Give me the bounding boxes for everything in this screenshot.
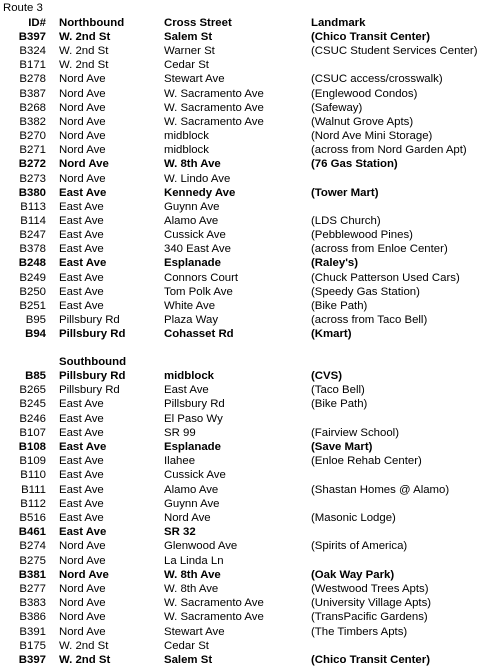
stop-id: B248: [18, 257, 46, 270]
street: East Ave: [59, 526, 107, 539]
street: Nord Ave: [59, 115, 106, 128]
stop-id: B270: [19, 130, 46, 143]
street: East Ave: [59, 512, 104, 524]
stop-id: B109: [19, 455, 46, 468]
cross-street: W. Sacramento Ave: [164, 87, 264, 100]
cross-street: Ilahee: [164, 455, 196, 468]
landmark: (Enloe Rehab Center): [311, 455, 422, 468]
stop-id: B245: [19, 398, 46, 411]
header-northbound: Northbound: [59, 17, 125, 29]
stop-id: B397: [18, 31, 46, 43]
landmark: (76 Gas Station): [311, 158, 398, 171]
table-row: [0, 440, 500, 454]
stop-id: B251: [19, 299, 46, 312]
route-title: Route 3: [3, 2, 43, 14]
cross-street: Nord Ave: [164, 512, 211, 524]
street: East Ave: [59, 285, 104, 298]
street: East Ave: [59, 398, 104, 411]
cross-street: Stewart Ave: [164, 625, 225, 638]
cross-street: Plaza Way: [164, 314, 219, 326]
street: W. 2nd St: [59, 654, 111, 666]
landmark: (Chuck Patterson Used Cars): [311, 271, 460, 284]
street: Nord Ave: [59, 73, 106, 86]
table-row: [0, 256, 500, 270]
stop-id: B111: [21, 483, 46, 496]
landmark: (Bike Path): [311, 299, 368, 312]
landmark: (across from Taco Bell): [311, 314, 428, 326]
cross-street: Cohasset Rd: [164, 328, 234, 341]
cross-street: Stewart Ave: [164, 73, 225, 86]
cross-street: Pillsbury Rd: [164, 398, 225, 411]
table-row: [0, 44, 500, 58]
stop-id: B108: [18, 441, 46, 453]
street: Nord Ave: [59, 130, 106, 143]
table-row: [0, 313, 500, 327]
landmark: (Masonic Lodge): [311, 512, 396, 524]
stop-id: B107: [19, 426, 46, 439]
landmark: (Raley's): [311, 257, 359, 270]
table-row: [0, 228, 500, 242]
stop-id: B175: [19, 639, 46, 652]
stop-id: B95: [25, 314, 46, 326]
street: Pillsbury Rd: [59, 384, 120, 397]
street: W. 2nd St: [59, 639, 109, 652]
table-row: [0, 625, 500, 639]
table-row: [0, 497, 500, 511]
stop-id: B171: [19, 59, 46, 72]
table-row: [0, 397, 500, 411]
table-row: [0, 58, 500, 72]
cross-street: La Linda Ln: [164, 554, 224, 567]
street: East Ave: [59, 483, 104, 496]
landmark: (Chico Transit Center): [311, 31, 430, 43]
cross-street: W. Sacramento Ave: [164, 115, 264, 128]
table-row: [0, 242, 500, 256]
table-row: [0, 101, 500, 115]
stop-id: B114: [20, 214, 46, 227]
street: Nord Ave: [59, 144, 106, 157]
landmark: (CSUC access/crosswalk): [311, 73, 443, 86]
street: East Ave: [59, 299, 104, 312]
stop-id: B382: [19, 115, 46, 128]
cross-street: Cedar St: [164, 59, 209, 72]
cross-street: Alamo Ave: [164, 483, 219, 496]
table-row: [0, 596, 500, 610]
landmark: (CVS): [311, 370, 343, 382]
street: Pillsbury Rd: [59, 328, 126, 341]
stop-id: B397: [18, 654, 46, 666]
stop-id: B516: [19, 512, 46, 524]
header-id: ID#: [28, 17, 46, 29]
street: East Ave: [59, 497, 104, 510]
stop-id: B250: [19, 285, 46, 298]
cross-street: Connors Court: [164, 271, 239, 284]
southbound-label: Southbound: [59, 356, 127, 368]
table-row: [0, 285, 500, 299]
table-row: [0, 412, 500, 426]
stop-id: B273: [19, 172, 46, 185]
stop-id: B249: [19, 271, 46, 284]
cross-street: SR 99: [164, 426, 196, 439]
stop-id: B378: [19, 243, 46, 256]
street: W. 2nd St: [59, 45, 109, 58]
southbound-header: [0, 355, 500, 369]
stop-id: B324: [19, 45, 46, 58]
stop-id: B112: [20, 497, 46, 510]
landmark: (Tower Mart): [311, 186, 379, 199]
table-row: [0, 143, 500, 157]
table-row: [0, 610, 500, 624]
landmark: (University Village Apts): [311, 597, 432, 610]
landmark: (Nord Ave Mini Storage): [311, 130, 433, 143]
street: Nord Ave: [59, 583, 106, 595]
table-row: [0, 468, 500, 482]
stop-id: B381: [18, 568, 46, 581]
landmark: (across from Enloe Center): [311, 243, 448, 256]
street: East Ave: [59, 426, 104, 439]
street: East Ave: [59, 469, 104, 482]
table-row: [0, 200, 500, 214]
landmark: (Bike Path): [311, 398, 368, 411]
table-row: [0, 554, 500, 568]
cross-street: Kennedy Ave: [164, 186, 236, 199]
stop-id: B272: [18, 158, 46, 171]
stop-id: B278: [19, 73, 46, 86]
landmark: (Taco Bell): [311, 384, 365, 397]
cross-street: Glenwood Ave: [164, 540, 238, 553]
table-row: [0, 639, 500, 653]
cross-street: W. 8th Ave: [164, 583, 219, 595]
table-row: [0, 72, 500, 86]
stop-id: B277: [19, 583, 46, 595]
table-row: [0, 582, 500, 596]
table-row: [0, 327, 500, 341]
street: East Ave: [59, 214, 104, 227]
stop-id: B386: [19, 611, 46, 624]
cross-street: midblock: [164, 370, 215, 382]
table-row: [0, 87, 500, 101]
street: Nord Ave: [59, 625, 106, 638]
landmark: (Chico Transit Center): [311, 654, 430, 666]
stop-id: B247: [19, 229, 46, 242]
cross-street: Salem St: [164, 31, 213, 43]
stop-id: B246: [19, 412, 46, 425]
street: Nord Ave: [59, 554, 106, 567]
stop-id: B391: [19, 625, 46, 638]
stop-id: B383: [19, 597, 46, 610]
landmark: (CSUC Student Services Center): [311, 45, 478, 58]
table-row: [0, 271, 500, 285]
stop-id: B461: [18, 526, 46, 539]
street: East Ave: [59, 229, 104, 242]
header-landmark: Landmark: [311, 17, 366, 29]
cross-street: Guynn Ave: [164, 497, 220, 510]
cross-street: Cedar St: [164, 639, 209, 652]
street: East Ave: [59, 455, 104, 468]
landmark: (LDS Church): [311, 214, 381, 227]
landmark: (Speedy Gas Station): [311, 285, 420, 298]
cross-street: Cussick Ave: [164, 469, 226, 482]
landmark: (Save Mart): [311, 441, 373, 453]
stop-id: B94: [25, 328, 46, 341]
stop-id: B274: [19, 540, 46, 553]
table-row: [0, 511, 500, 525]
table-row: [0, 539, 500, 553]
cross-street: W. Sacramento Ave: [164, 101, 264, 114]
street: East Ave: [59, 271, 104, 284]
stop-id: B265: [19, 384, 46, 397]
stop-id: B275: [19, 554, 46, 567]
stop-id: B268: [19, 101, 46, 114]
landmark: (Walnut Grove Apts): [311, 115, 414, 128]
stop-id: B387: [19, 87, 46, 100]
street: W. 2nd St: [59, 31, 111, 43]
cross-street: Alamo Ave: [164, 214, 219, 227]
table-row: [0, 426, 500, 440]
table-row: [0, 383, 500, 397]
table-row: [0, 214, 500, 228]
street: East Ave: [59, 243, 104, 256]
table-row: [0, 568, 500, 582]
stop-id: B380: [18, 186, 46, 199]
table-row: [0, 653, 500, 667]
cross-street: W. 8th Ave: [164, 568, 221, 581]
landmark: (Englewood Condos): [311, 87, 418, 100]
street: Nord Ave: [59, 87, 106, 100]
cross-street: Warner St: [164, 45, 215, 58]
cross-street: Tom Polk Ave: [164, 285, 233, 298]
street: Nord Ave: [59, 568, 109, 581]
street: Nord Ave: [59, 540, 106, 553]
cross-street: midblock: [164, 144, 209, 157]
landmark: (Shastan Homes @ Alamo): [311, 483, 450, 496]
landmark: (Fairview School): [311, 426, 399, 439]
cross-street: 340 East Ave: [164, 243, 231, 256]
table-row: [0, 30, 500, 44]
cross-street: Esplanade: [164, 257, 221, 270]
cross-street: Cussick Ave: [164, 229, 226, 242]
street: Nord Ave: [59, 101, 106, 114]
table-header: [0, 16, 500, 30]
landmark: (across from Nord Garden Apt): [311, 144, 467, 157]
cross-street: Esplanade: [164, 441, 221, 453]
stop-id: B271: [19, 144, 46, 157]
street: East Ave: [59, 257, 107, 270]
cross-street: Salem St: [164, 654, 213, 666]
landmark: (TransPacific Gardens): [311, 611, 428, 624]
street: Pillsbury Rd: [59, 370, 126, 382]
cross-street: W. Lindo Ave: [164, 172, 231, 185]
table-row: [0, 369, 500, 383]
table-row: [0, 172, 500, 186]
table-row: [0, 299, 500, 313]
landmark: (Westwood Trees Apts): [311, 583, 429, 595]
street: East Ave: [59, 441, 107, 453]
street: W. 2nd St: [59, 59, 109, 72]
street: East Ave: [59, 412, 104, 425]
street: Pillsbury Rd: [59, 314, 120, 326]
landmark: (Safeway): [311, 101, 363, 114]
street: Nord Ave: [59, 597, 106, 610]
landmark: (Spirits of America): [311, 540, 408, 553]
cross-street: SR 32: [164, 526, 196, 539]
cross-street: East Ave: [164, 384, 209, 397]
cross-street: midblock: [164, 130, 209, 143]
table-row: [0, 129, 500, 143]
street: Nord Ave: [59, 611, 106, 624]
landmark: (The Timbers Apts): [311, 625, 408, 638]
cross-street: W. Sacramento Ave: [164, 597, 264, 610]
street: East Ave: [59, 200, 104, 213]
landmark: (Pebblewood Pines): [311, 229, 413, 242]
cross-street: Guynn Ave: [164, 200, 220, 213]
cross-street: W. Sacramento Ave: [164, 611, 264, 624]
cross-street: W. 8th Ave: [164, 158, 221, 171]
stop-id: B85: [25, 370, 46, 382]
landmark: (Kmart): [311, 328, 352, 341]
table-row: [0, 483, 500, 497]
street: Nord Ave: [59, 172, 106, 185]
cross-street: White Ave: [164, 299, 216, 312]
street: Nord Ave: [59, 158, 109, 171]
table-row: [0, 454, 500, 468]
stop-id: B113: [20, 200, 46, 213]
table-row: [0, 115, 500, 129]
table-row: [0, 525, 500, 539]
cross-street: El Paso Wy: [164, 412, 223, 425]
street: East Ave: [59, 186, 107, 199]
table-row: [0, 157, 500, 171]
header-cross-street: Cross Street: [164, 17, 232, 29]
landmark: (Oak Way Park): [311, 568, 395, 581]
table-row: [0, 186, 500, 200]
stop-id: B110: [20, 469, 46, 482]
